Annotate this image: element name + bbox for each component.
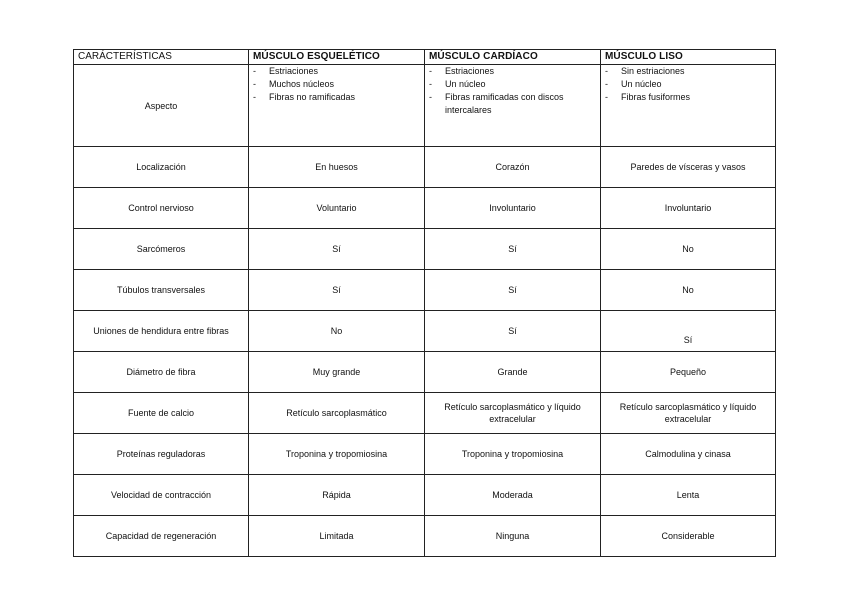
table-cell: Grande (425, 352, 601, 393)
table-row (74, 352, 776, 393)
table-cell (425, 65, 601, 147)
table-cell: Limitada (249, 516, 425, 557)
row-label: Sarcómeros (74, 229, 249, 270)
table-cell (601, 65, 776, 147)
table-cell: Moderada (425, 475, 601, 516)
table-cell: Troponina y tropomiosina (425, 434, 601, 475)
table-cell: Retículo sarcoplasmático y líquido extracelular (425, 393, 601, 434)
table-cell: Troponina y tropomiosina (249, 434, 425, 475)
corner-header: CARÁCTERÍSTICAS (74, 50, 249, 65)
table-cell: No (249, 311, 425, 352)
table-row (74, 311, 776, 352)
table-cell: Retículo sarcoplasmático (249, 393, 425, 434)
table-cell: No (601, 229, 776, 270)
column-header-skeletal: MÚSCULO ESQUELÉTICO (249, 50, 425, 65)
list-item: - Fibras fusiformes (605, 92, 691, 102)
table-cell: No (601, 270, 776, 311)
table-row (74, 188, 776, 229)
row-label: Diámetro de fibra (74, 352, 249, 393)
list-item: - Un núcleo (605, 79, 662, 89)
table-cell: Pequeño (601, 352, 776, 393)
table-cell: Ninguna (425, 516, 601, 557)
list-item-text: Fibras ramificadas con discos intercalares (445, 92, 564, 115)
table-cell: Sí (425, 311, 601, 352)
list-item: - Fibras ramificadas con discos intercalares (429, 92, 564, 115)
table-cell: Sí (425, 270, 601, 311)
list-item-text: Estriaciones (269, 66, 319, 76)
table-cell (249, 65, 425, 147)
list-item: - Sin estriaciones (605, 66, 685, 76)
table-row (74, 229, 776, 270)
table-cell: Sí (601, 311, 776, 352)
table-cell: En huesos (249, 147, 425, 188)
column-header-smooth: MÚSCULO LISO (601, 50, 776, 65)
list-item: - Un núcleo (429, 79, 486, 89)
table-row (74, 270, 776, 311)
row-label: Capacidad de regeneración (74, 516, 249, 557)
table-cell: Considerable (601, 516, 776, 557)
table-cell: Sí (249, 270, 425, 311)
list-item-text: Un núcleo (445, 79, 486, 89)
column-header-cardiac: MÚSCULO CARDÍACO (425, 50, 601, 65)
list-item-text: Un núcleo (621, 79, 662, 89)
bullet-list (429, 65, 596, 117)
table-cell: Voluntario (249, 188, 425, 229)
row-label: Uniones de hendidura entre fibras (74, 311, 249, 352)
row-label: Localización (74, 147, 249, 188)
table-cell: Rápida (249, 475, 425, 516)
row-label: Proteínas reguladoras (74, 434, 249, 475)
list-item-text: Fibras fusiformes (621, 92, 691, 102)
row-label: Control nervioso (74, 188, 249, 229)
row-label: Velocidad de contracción (74, 475, 249, 516)
table-cell: Muy grande (249, 352, 425, 393)
table-row (74, 516, 776, 557)
bullet-list (253, 65, 420, 104)
list-item-text: Fibras no ramificadas (269, 92, 356, 102)
table-cell: Calmodulina y cinasa (601, 434, 776, 475)
table-cell: Sí (425, 229, 601, 270)
header-row (74, 50, 776, 65)
bullet-list (605, 65, 771, 104)
list-item-text: Estriaciones (445, 66, 495, 76)
table-row (74, 393, 776, 434)
table-row (74, 475, 776, 516)
table-cell: Retículo sarcoplasmático y líquido extracelular (601, 393, 776, 434)
list-item: - Fibras no ramificadas (253, 92, 356, 102)
table-cell: Paredes de vísceras y vasos (601, 147, 776, 188)
table-cell: Lenta (601, 475, 776, 516)
list-item: - Estriaciones (253, 66, 319, 76)
list-item-text: Sin estriaciones (621, 66, 685, 76)
list-item: - Estriaciones (429, 66, 495, 76)
table-cell: Corazón (425, 147, 601, 188)
table-cell: Sí (249, 229, 425, 270)
row-label: Fuente de calcio (74, 393, 249, 434)
list-item-text: Muchos núcleos (269, 79, 335, 89)
table-cell: Involuntario (425, 188, 601, 229)
row-label: Aspecto (74, 65, 249, 147)
table-cell: Involuntario (601, 188, 776, 229)
table-row (74, 65, 776, 147)
row-label: Túbulos transversales (74, 270, 249, 311)
table-row (74, 434, 776, 475)
list-item: - Muchos núcleos (253, 79, 335, 89)
table-row (74, 147, 776, 188)
muscle-comparison-table (73, 49, 776, 557)
